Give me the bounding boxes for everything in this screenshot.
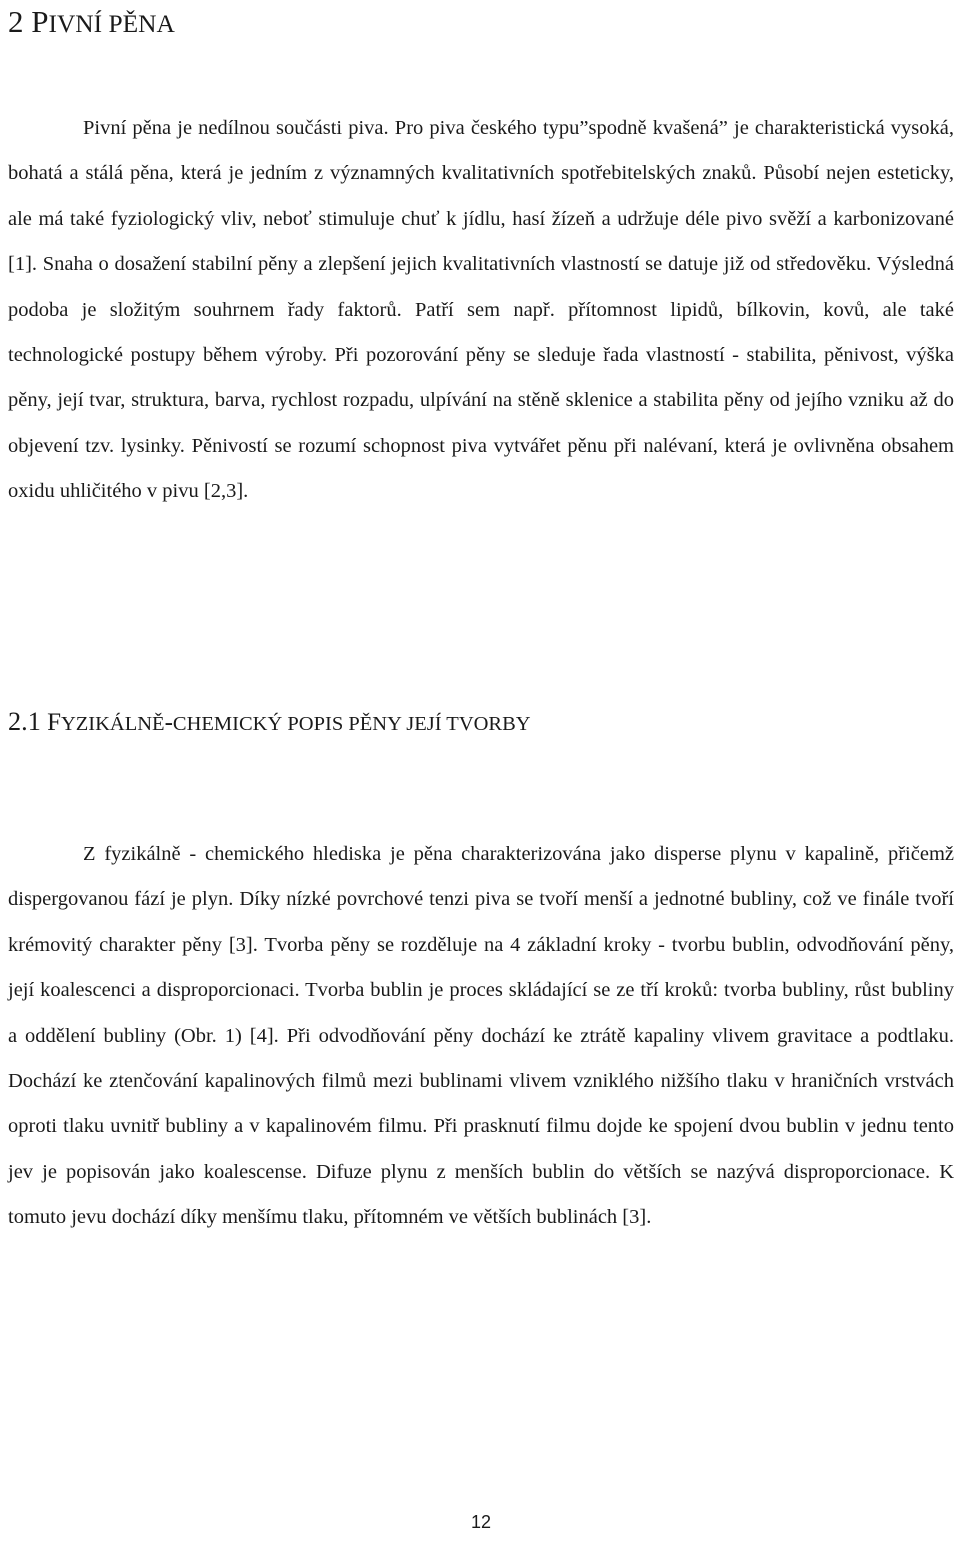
sentence: Pro piva českého typu”spodně kvašená” je charakteristická vysoká, bohatá a stálá pěna, která je jedním z významných kvalitativních spotřebitelských znaků. — [8, 117, 955, 185]
chapter-heading — [8, 2, 175, 44]
chapter-number: 2 — [8, 4, 24, 39]
paragraph-intro — [8, 106, 954, 515]
section-title-hyphen: - — [164, 709, 173, 736]
sentence: Pěnivostí se rozumí schopnost piva vytvářet pěnu při nalévaní, která je ovlivněna obsahem oxidu uhličitého v pivu [2,3]. — [8, 434, 955, 503]
sentence: Při prasknutí filmu dojde ke spojení dvou bublin v jednu tento jev je popisován jako koalescense. — [8, 1115, 954, 1183]
sentence: Snaha o dosažení stabilní pěny a zlepšení jejich kvalitativních vlastností se datuje již od středověku. — [42, 253, 872, 276]
section-number: 2.1 — [8, 707, 41, 736]
sentence: Difuze plynu z menších bublin do větších se nazývá disproporcionace. — [315, 1160, 931, 1183]
sentence: Díky nízké povrchové tenzi piva se tvoří menší a jednotné bubliny, což ve finále tvoří krémovitý charakter pěny [3]. — [8, 888, 955, 956]
sentence: Působí nejen esteticky, ale má také fyziologický vliv, neboť stimuluje chuť k jídlu, hasí žízeň a udržuje déle pivo svěží a karbonizované [1]. — [8, 162, 955, 276]
chapter-title-initial: P — [31, 4, 49, 39]
sentence: Tvorba pěny se rozděluje na 4 základní kroky - tvorbu bublin, odvodňování pěny, její koalescenci a disproporcionaci. — [8, 933, 954, 1002]
sentence: Pivní pěna je nedílnou součásti piva. — [83, 117, 389, 139]
section-heading — [8, 702, 531, 744]
page-number: 12 — [470, 1512, 492, 1532]
sentence: Při odvodňování pěny dochází ke ztrátě kapaliny vlivem gravitace a podtlaku. — [286, 1024, 955, 1047]
document-page — [8, 0, 954, 1558]
section-title-part: CHEMICKÝ POPIS PĚNY JEJÍ TVORBY — [172, 713, 531, 735]
sentence: Patří sem např. přítomnost lipidů, bílkovin, kovů, ale také technologické postupy během výroby. — [8, 298, 954, 367]
sentence: Z fyzikálně - chemického hlediska je pěna charakterizována jako disperse plynu v kapalině, přičemž dispergovanou fází je plyn. — [8, 843, 954, 911]
sentence: Dochází ke ztenčování kapalinových filmů mezi bublinami vlivem vzniklého nižšího tlaku v hraničních vrstvách oproti tlaku uvnitř bubliny a v kapalinovém filmu. — [8, 1070, 954, 1138]
chapter-title-rest: IVNÍ PĚNA — [48, 10, 175, 38]
sentence: Tvorba bublin je proces skládající se ze tří kroků: tvorba bubliny, růst bubliny a oddělení bubliny (Obr. 1) [4]. — [8, 979, 954, 1047]
paragraph-physchem — [8, 832, 954, 1241]
sentence: K tomuto jevu dochází díky menšímu tlaku, přítomném ve větších bublinách [3]. — [8, 1160, 955, 1229]
section-title-initial: F — [47, 709, 61, 736]
sentence: Výsledná podoba je složitým souhrnem řady faktorů. — [8, 253, 954, 321]
sentence: Při pozorování pěny se sleduje řada vlastností - stabilita, pěnivost, výška pěny, její tvar, struktura, barva, rychlost rozpadu, ulpívání na stěně sklenice a stabilita pěny od jejího vzniku až do objevení tzv. lysinky. — [8, 344, 954, 457]
section-title-part: YZIKÁLNĚ — [60, 713, 165, 735]
